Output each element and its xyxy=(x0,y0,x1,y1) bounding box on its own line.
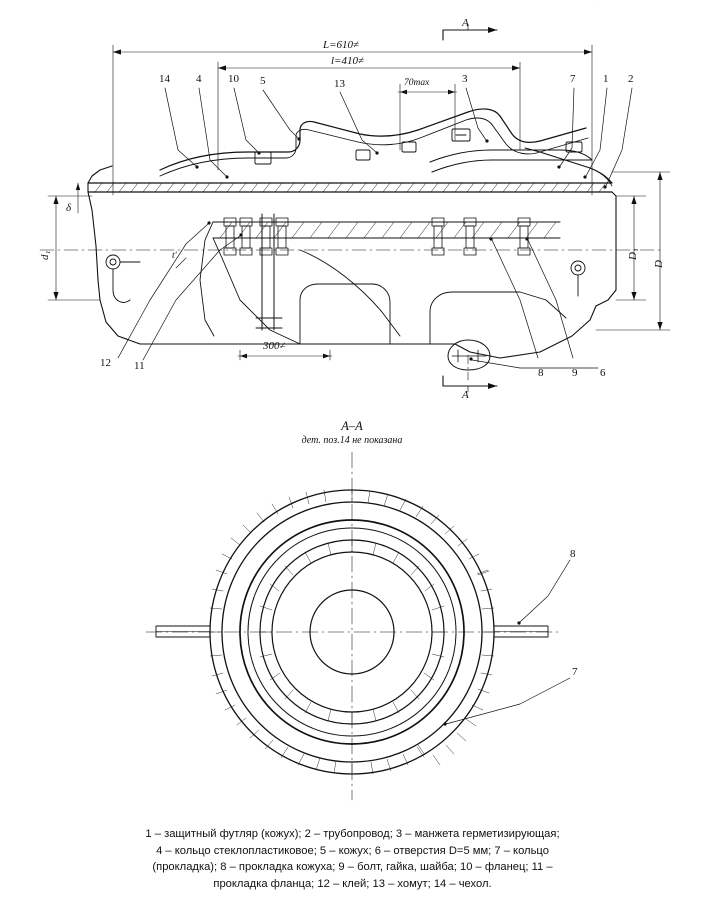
callout-4: 4 xyxy=(196,73,202,85)
legend-line-4: прокладка фланца; 12 – клей; 13 – хомут; 14 – чехол. xyxy=(213,877,492,890)
callout-10: 10 xyxy=(228,73,239,85)
dimension-D1: D₁ xyxy=(627,248,639,260)
dimension-d1: d₁ xyxy=(39,250,51,260)
callout-12: 12 xyxy=(100,357,111,369)
legend-block xyxy=(60,826,645,892)
callout-7-section: 7 xyxy=(572,666,578,678)
dimension-delta: δ xyxy=(66,202,72,214)
legend-line-3: (прокладка); 8 – прокладка кожуха; 9 – болт, гайка, шайба; 10 – фланец; 11 – xyxy=(152,861,553,873)
dimension-length-inner: l=410≠ xyxy=(331,55,365,67)
section-subtitle: дет. поз.14 не показана xyxy=(301,435,403,446)
section-mark-top-letter: A xyxy=(462,17,469,29)
callout-7-top: 7 xyxy=(570,73,576,85)
callout-6: 6 xyxy=(600,367,606,379)
callout-14: 14 xyxy=(159,73,170,85)
section-mark-bottom-letter: A xyxy=(462,389,469,401)
dimension-t-prime: t' xyxy=(172,251,177,261)
callout-8-section: 8 xyxy=(570,548,576,560)
dimension-300: 300≠ xyxy=(263,340,286,352)
callout-9: 9 xyxy=(572,367,578,379)
callout-2: 2 xyxy=(628,73,634,85)
dimension-length-overall: L=610≠ xyxy=(323,39,360,51)
section-title: A–A xyxy=(341,419,363,433)
callout-13: 13 xyxy=(334,78,345,90)
callout-1: 1 xyxy=(603,73,609,85)
dimension-max-gap: 70max xyxy=(404,78,430,88)
callout-11: 11 xyxy=(134,360,145,372)
legend-line-2: 4 – кольцо стеклопластиковое; 5 – кожух; 6 – отверстия D=5 мм; 7 – кольцо xyxy=(156,844,549,857)
dimension-D: D xyxy=(653,260,665,268)
callout-8-top: 8 xyxy=(538,367,544,379)
callout-3: 3 xyxy=(462,73,468,85)
callout-5: 5 xyxy=(260,75,266,87)
legend-line-1: 1 – защитный футляр (кожух); 2 – трубопровод; 3 – манжета герметизирующая; xyxy=(145,828,560,840)
